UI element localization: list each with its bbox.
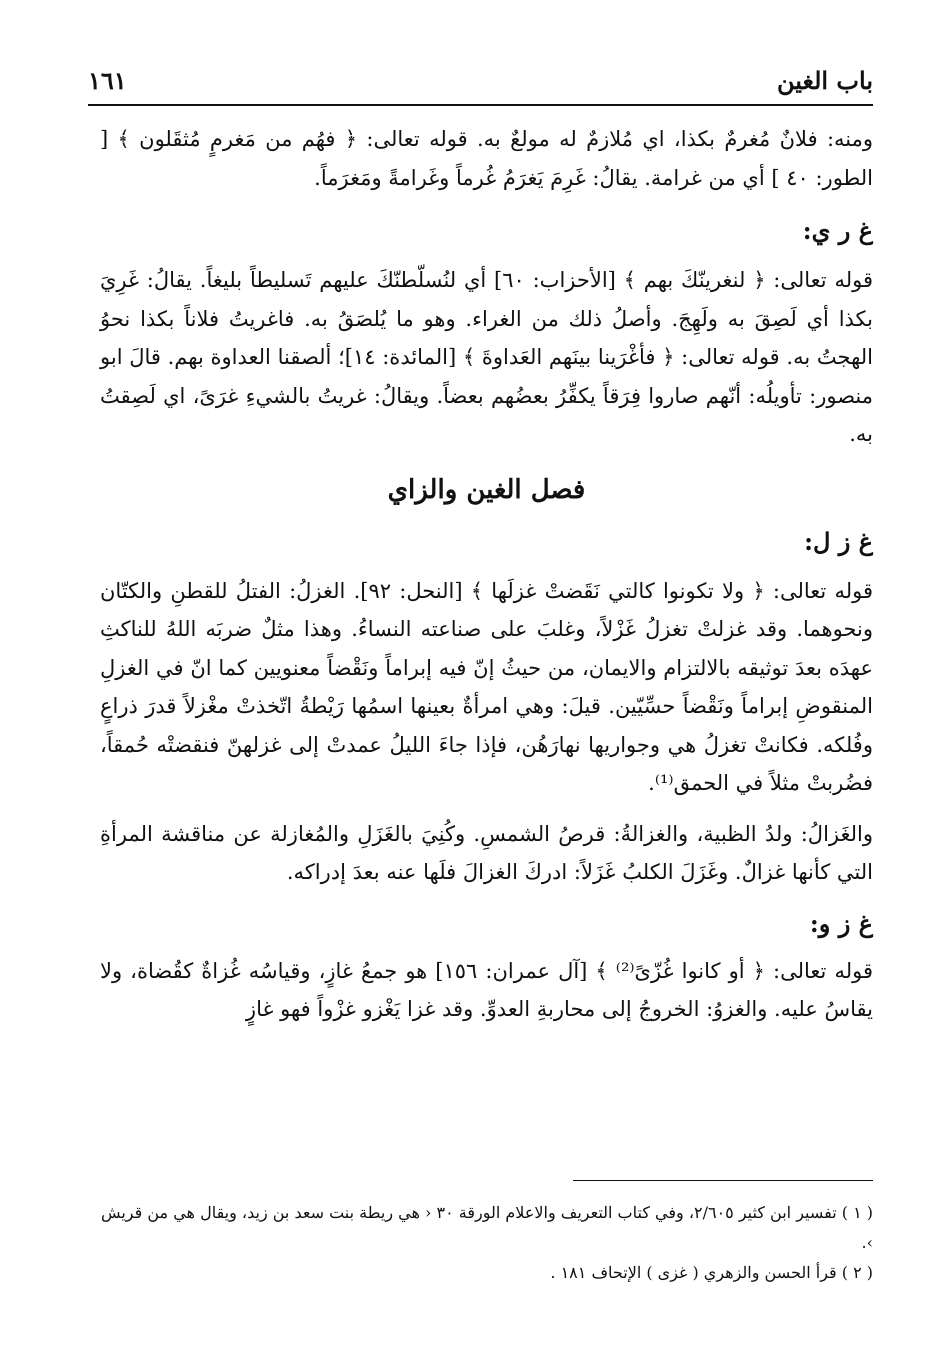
chapter-heading: فصل الغين والزاي xyxy=(387,474,586,505)
root-heading-gh-r-y: غ ر ي: xyxy=(802,216,873,245)
footnote-rule xyxy=(573,1180,873,1181)
footnote-2: ( ٢ ) قرأ الحسن والزهري ( غزى ) الإتحاف ١٨١ . xyxy=(550,1263,873,1282)
paragraph-ghazl: قوله تعالى: ﴿ ولا تكونوا كالتي نَقَضتْ غزلَها ﴾ [النحل: ٩٢]. الغزلُ: الفتلُ للقطنِ والكتّان ونحوهما. وقد غزلتْ تغزلُ غَزْلاً، وغلبَ على صناعته النساءُ. وهذا مثلٌ ضربَه اللهُ للناكثِ عهدَه بعدَ توثيقه بالالتزام والايمان، من حيثُ إنّ فيه إبراماً ونَقْضاً معنويين كما انّ في الغزلِ المنقوضِ إبراماً ونَقْضاً حسِّيّين. قيلَ: وهي امرأةٌ بعينها اسمُها رَيْطةُ اتّخذتْ مغْزلاً قدرَ ذراعٍ وفُلكه. فكانتْ تغزلُ هي وجواريها نهارَهُن، فإذا جاءَ الليلُ عمدتْ إلى غزلهنّ فنقضتْه حُمقاً، فضُربتْ مثلاً في الحمق⁽¹⁾. xyxy=(100,578,873,795)
page-number: ١٦١ xyxy=(88,65,127,95)
paragraph-gharim: ومنه: فلانٌ مُغرمٌ بكذا، اي مُلازمٌ له مولعٌ به. قوله تعالى: ﴿ فهُم من مَغرمٍ مُثقَلون ﴾ [ الطور: ٤٠ ] أي من غرامة. يقالُ: غَرِمَ يَغرَمُ غُرماً وغَرامةً ومَغرَماً. xyxy=(100,127,873,190)
footnote-1: ( ١ ) تفسير ابن كثير ٢/٦٠٥، وفي كتاب التعريف والاعلام الورقة ٣٠ ‹ هي ريطة بنت سعد بن زيد، ويقال هي من قريش ›. xyxy=(100,1203,873,1252)
paragraph-ghazal: والغَزالُ: ولدُ الظبية، والغزالةُ: قرصُ الشمسِ. وكُنِيَ بالغَزَلِ والمُغازلة عن مناقشة المرأةِ التي كأنها غزالٌ. وغَزَلَ الكلبُ غَزَلاً: ادركَ الغزالَ فلَها عنه بعدَ إدراكه. xyxy=(100,821,873,884)
footnotes xyxy=(100,1198,873,1288)
paragraph-ghazw: قوله تعالى: ﴿ أو كانوا غُزّىً⁽²⁾ ﴾ [آل عمران: ١٥٦] هو جمعُ غازٍ، وقياسُه غُزاةٌ كقُضاة، ولا يقاسُ عليه. والغزوُ: الخروجُ إلى محاربةِ العدوِّ. وقد غزا يَغْزو غزْواً فهو غازٍ xyxy=(100,958,873,1021)
section-title: باب الغين xyxy=(776,65,873,95)
main-text xyxy=(100,118,873,1355)
root-heading-gh-z-l: غ ز ل: xyxy=(804,526,873,556)
running-header xyxy=(88,60,873,100)
header-rule xyxy=(88,104,873,106)
paragraph-ghary: قوله تعالى: ﴿ لنغرينّكَ بهم ﴾ [الأحزاب: ٦٠] أي لنُسلّطنّكَ عليهم تَسليطاً بليغاً. يقالُ: غَرِيَ بكذا أي لَصِقَ به ولَهِجَ. وأصلُ ذلك من الغراء. وهو ما يُلصَقُ به. فاغريتُ فلاناً بكذا نحوُ الهجتُ به. قوله تعالى: ﴿ فأغْرَينا بينَهم العَداوةَ ﴾ [المائدة: ١٤]؛ ألصقنا العداوة بهم. قالَ ابو منصور: تأويلُه: أنّهم صاروا فِرَقاً يكفِّرُ بعضُهم بعضاً. ويقالُ: غريتُ بالشيءِ غرَىً، اي لَصِقتُ به. xyxy=(100,268,873,446)
root-heading-gh-z-w: غ ز و: xyxy=(809,908,873,938)
